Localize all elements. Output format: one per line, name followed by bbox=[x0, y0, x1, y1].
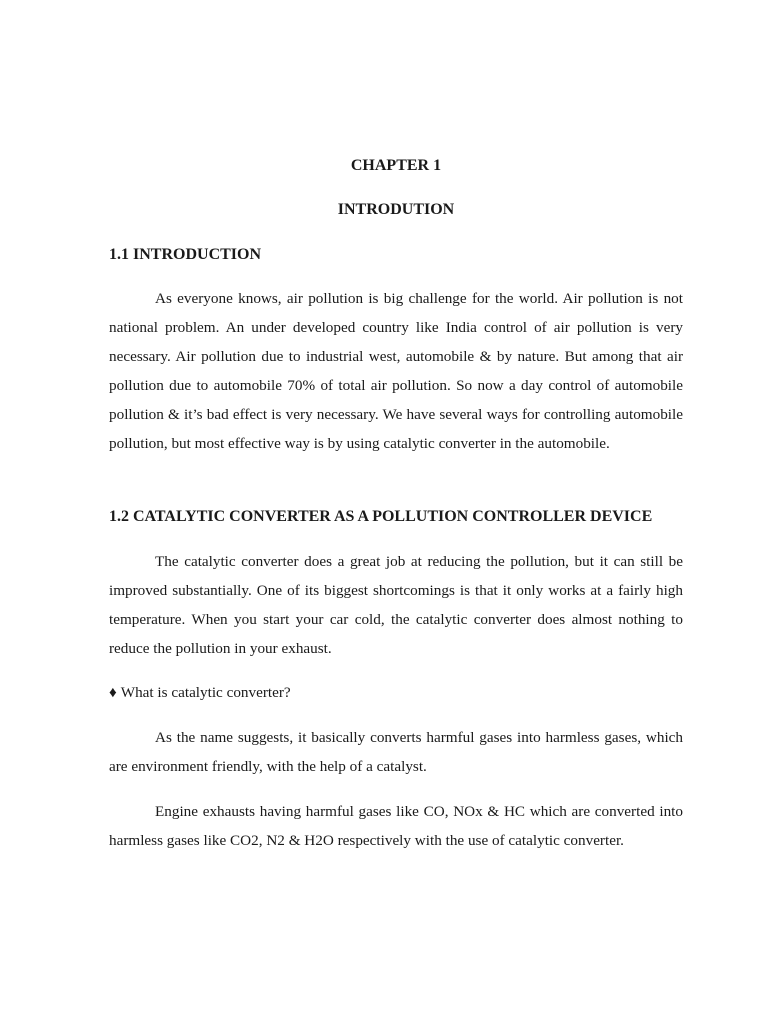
diamond-bullet-icon: ♦ bbox=[109, 684, 117, 701]
catalytic-converter-paragraph: The catalytic converter does a great job at reducing the pollution, but it can still be improved substantially. One of its biggest shortcomings is that it only works at a fairly high temperature. When you start your car cold, the catalytic converter does almost nothing to reduce the pollution in your exhaust. bbox=[109, 553, 683, 657]
exhaust-gases-paragraph: Engine exhausts having harmful gases like CO, NOx & HC which are converted into harmless gases like CO2, N2 & H2O respectively with the use of catalytic converter. bbox=[109, 803, 695, 849]
section-heading-introduction: 1.1 INTRODUCTION bbox=[109, 246, 262, 263]
bullet-question-line bbox=[109, 683, 291, 703]
answer-paragraph: As the name suggests, it basically converts harmful gases into harmless gases, which are environment friendly, with the help of a catalyst. bbox=[109, 729, 683, 775]
chapter-title: INTRODUTION bbox=[337, 201, 455, 218]
section-heading-catalytic-converter: 1.2 CATALYTIC CONVERTER AS A POLLUTION CONTROLLER DEVICE bbox=[109, 508, 653, 525]
introduction-paragraph: As everyone knows, air pollution is big challenge for the world. Air pollution is not national problem. An under developed country like India control of air pollution is very necessary. Air pollution due to industrial west, automobile & by nature. But among that air pollution due to automobile 70% of total air pollution. So now a day control of automobile pollution & it’s bad effect is very necessary. We have several ways for controlling automobile pollution, but most effective way is by using catalytic converter in the automobile. bbox=[109, 290, 683, 452]
chapter-label: CHAPTER 1 bbox=[350, 157, 442, 174]
bullet-question-text: What is catalytic converter? bbox=[120, 684, 291, 701]
